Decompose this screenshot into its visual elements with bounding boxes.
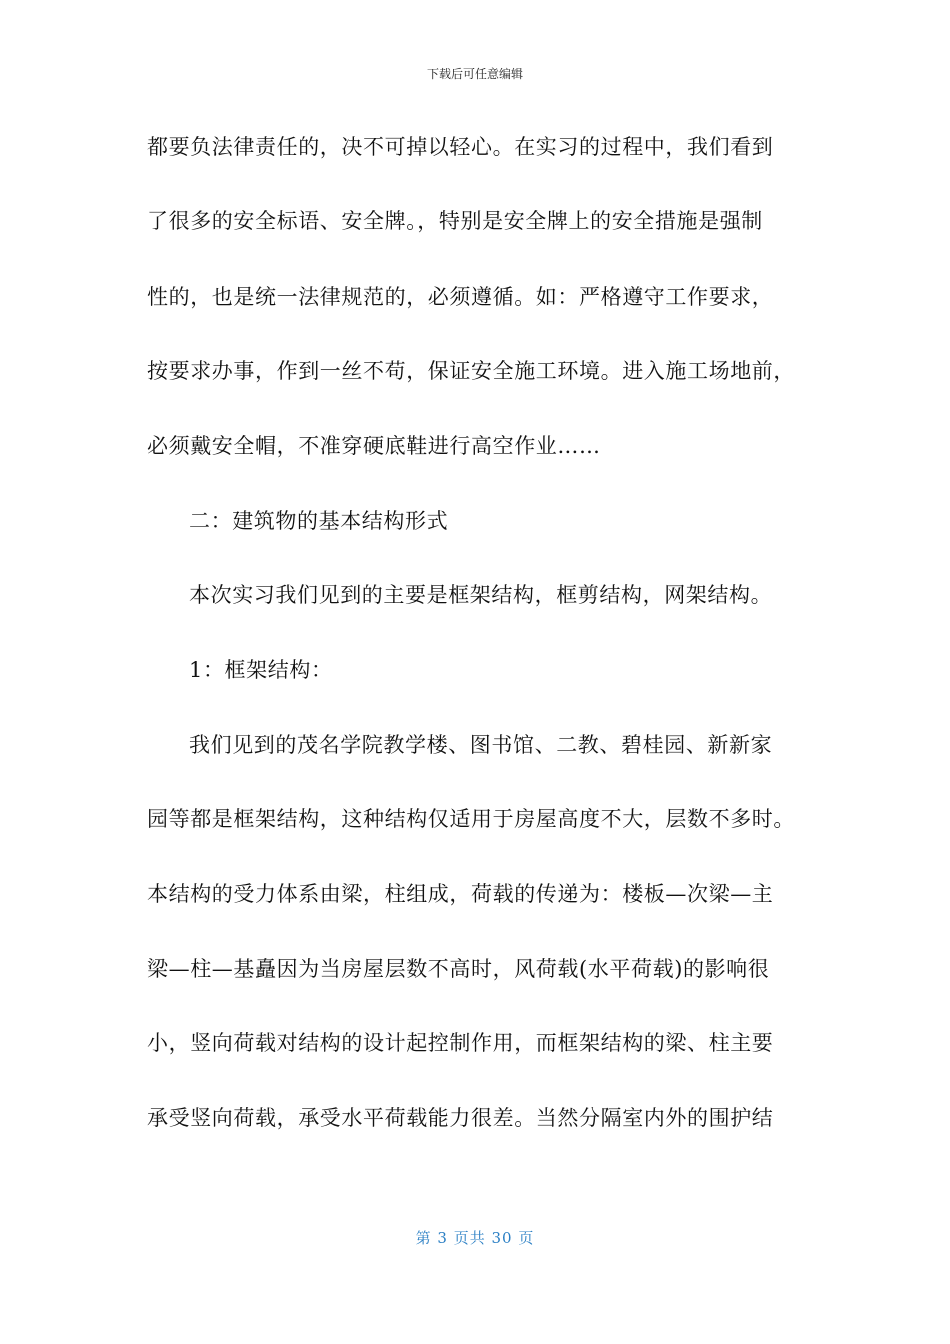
paragraph-line: 梁—柱—基矗因为当房屋层数不高时，风荷载(水平荷载)的影响很 [147,957,770,981]
paragraph-line: 承受竖向荷载，承受水平荷载能力很差。当然分隔室内外的围护结 [147,1106,774,1130]
paragraph-line: 小，竖向荷载对结构的设计起控制作用，而框架结构的梁、柱主要 [147,1031,774,1055]
section-heading: 二：建筑物的基本结构形式 [189,509,449,533]
paragraph-line: 性的，也是统一法律规范的，必须遵循。如：严格遵守工作要求， [147,285,774,309]
paragraph-line: 本结构的受力体系由梁，柱组成，荷载的传递为：楼板—次梁—主 [147,882,774,906]
paragraph-line: 了很多的安全标语、安全牌。，特别是安全牌上的安全措施是强制 [147,209,763,233]
paragraph-line: 园等都是框架结构，这种结构仅适用于房屋高度不大，层数不多时。 [147,807,795,831]
page-header-note: 下载后可任意编辑 [426,67,523,81]
paragraph-line: 本次实习我们见到的主要是框架结构，框剪结构，网架结构。 [189,583,773,607]
paragraph-line: 必须戴安全帽，不准穿硬底鞋进行高空作业…… [147,434,601,458]
paragraph-line: 我们见到的茂名学院教学楼、图书馆、二教、碧桂园、新新家 [189,733,773,757]
paragraph-line: 都要负法律责任的，决不可掉以轻心。在实习的过程中，我们看到 [147,135,774,159]
page-number-footer: 第 3 页共 30 页 [415,1229,535,1247]
subsection-heading: 1：框架结构： [189,658,333,682]
paragraph-line: 按要求办事，作到一丝不苟，保证安全施工环境。进入施工场地前， [147,359,795,383]
